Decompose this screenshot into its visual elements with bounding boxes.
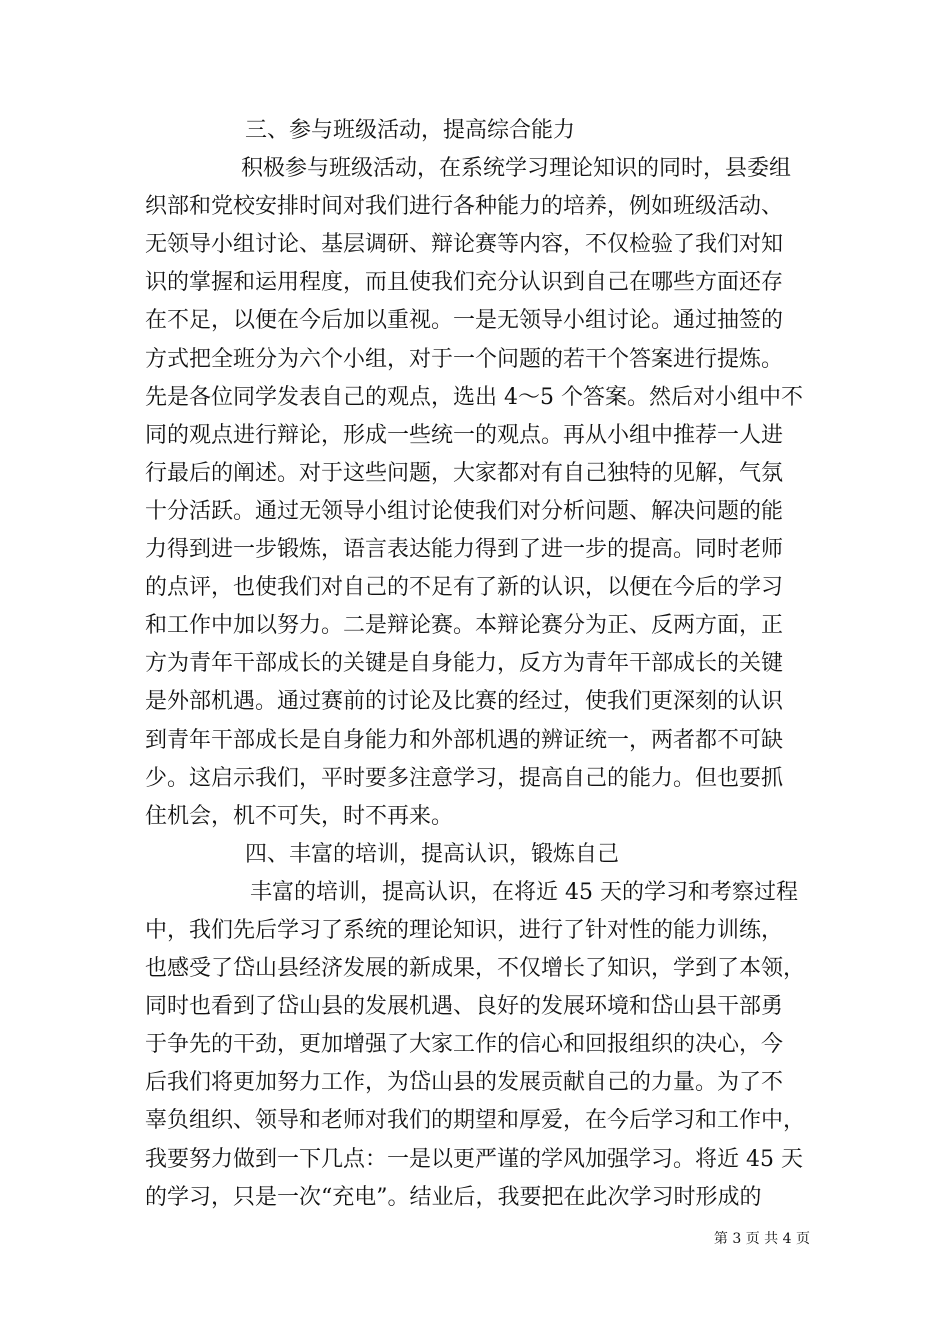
section-heading-3: 三、参与班级活动，提高综合能力	[245, 118, 576, 143]
paragraph-line: 和工作中加以努力。二是辩论赛。本辩论赛分为正、反两方面，正	[145, 613, 784, 639]
paragraph-line: 积极参与班级活动，在系统学习理论知识的同时，县委组	[241, 156, 792, 182]
paragraph-line: 住机会，机不可失，时不再来。	[145, 803, 454, 829]
paragraph-line: 方为青年干部成长的关键是自身能力，反方为青年干部成长的关键	[145, 651, 784, 677]
paragraph-line: 是外部机遇。通过赛前的讨论及比赛的经过，使我们更深刻的认识	[145, 689, 784, 715]
page-number-footer: 第 3 页 共 4 页	[713, 1231, 810, 1247]
paragraph-line: 方式把全班分为六个小组，对于一个问题的若干个答案进行提炼。	[145, 346, 784, 372]
paragraph-line: 到青年干部成长是自身能力和外部机遇的辨证统一，两者都不可缺	[145, 727, 784, 753]
paragraph-line: 也感受了岱山县经济发展的新成果，不仅增长了知识，学到了本领，	[145, 956, 806, 982]
paragraph-line: 同的观点进行辩论，形成一些统一的观点。再从小组中推荐一人进	[145, 422, 784, 448]
paragraph-line: 先是各位同学发表自己的观点，选出 4～5 个答案。然后对小组中不	[145, 384, 803, 410]
paragraph-line: 十分活跃。通过无领导小组讨论使我们对分析问题、解决问题的能	[145, 498, 784, 524]
paragraph-line: 力得到进一步锻炼，语言表达能力得到了进一步的提高。同时老师	[145, 537, 784, 563]
document-body	[145, 112, 810, 1217]
paragraph-line: 辜负组织、领导和老师对我们的期望和厚爱，在今后学习和工作中，	[145, 1108, 806, 1134]
paragraph-line: 行最后的阐述。对于这些问题，大家都对有自己独特的见解，气氛	[145, 460, 784, 486]
paragraph-line: 丰富的培训，提高认识，在将近 45 天的学习和考察过程	[250, 879, 798, 905]
paragraph-line: 识的掌握和运用程度，而且使我们充分认识到自己在哪些方面还存	[145, 270, 784, 296]
paragraph-line: 少。这启示我们，平时要多注意学习，提高自己的能力。但也要抓	[145, 765, 784, 791]
paragraph-line: 我要努力做到一下几点：一是以更严谨的学风加强学习。将近 45 天	[145, 1146, 803, 1172]
paragraph-line: 同时也看到了岱山县的发展机遇、良好的发展环境和岱山县干部勇	[145, 994, 784, 1020]
paragraph-line: 的点评，也使我们对自己的不足有了新的认识，以便在今后的学习	[145, 575, 784, 601]
paragraph-line: 织部和党校安排时间对我们进行各种能力的培养，例如班级活动、	[145, 194, 784, 220]
paragraph-line: 的学习，只是一次“充电”。结业后，我要把在此次学习时形成的	[145, 1184, 762, 1210]
paragraph-line: 后我们将更加努力工作，为岱山县的发展贡献自己的力量。为了不	[145, 1070, 784, 1096]
paragraph-line: 中，我们先后学习了系统的理论知识，进行了针对性的能力训练，	[145, 917, 784, 943]
paragraph-line: 在不足，以便在今后加以重视。一是无领导小组讨论。通过抽签的	[145, 308, 784, 334]
paragraph-line: 于争先的干劲，更加增强了大家工作的信心和回报组织的决心，今	[145, 1032, 784, 1058]
section-heading-4: 四、丰富的培训，提高认识，锻炼自己	[245, 841, 620, 867]
paragraph-line: 无领导小组讨论、基层调研、辩论赛等内容，不仅检验了我们对知	[145, 232, 784, 258]
